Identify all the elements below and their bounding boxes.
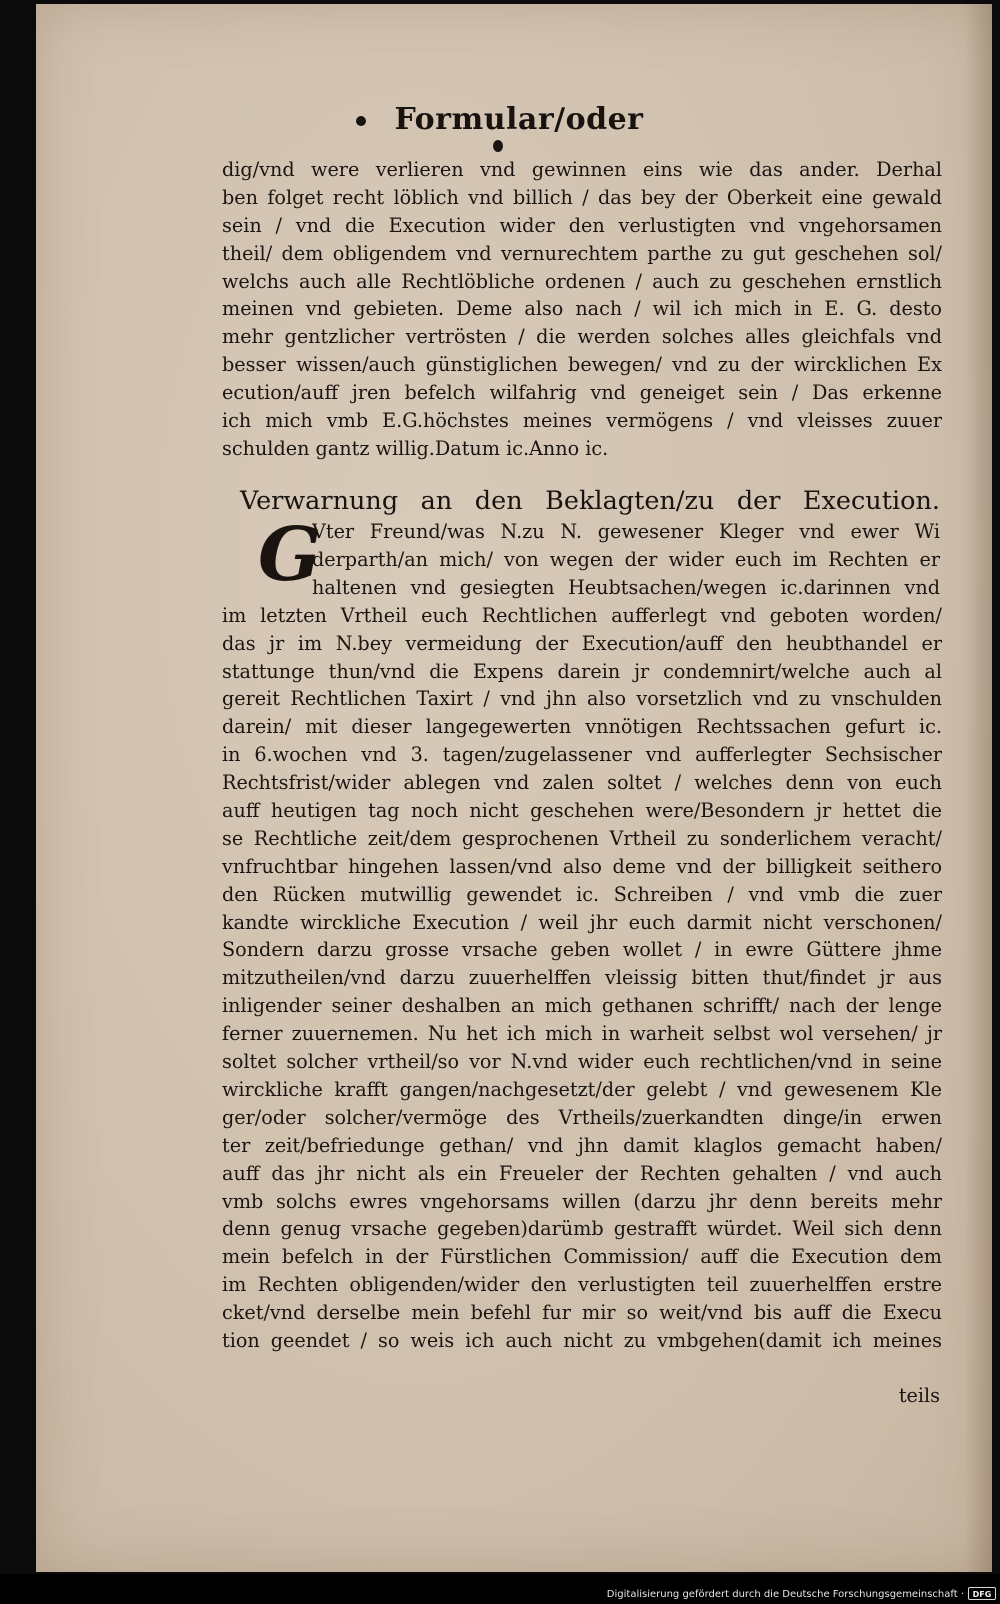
page-edge-shadow bbox=[964, 4, 992, 1572]
text-line: inligender seiner deshalben an mich gethanen schrifft/ nach der lenge bbox=[222, 994, 942, 1018]
drop-initial: G bbox=[258, 512, 322, 598]
text-line: schulden gantz willig.Datum ic.Anno ic. bbox=[222, 436, 609, 460]
text-line: den Rücken mutwillig gewendet ic. Schreiben / vnd vmb die zuer bbox=[222, 882, 942, 906]
paragraph-1 bbox=[222, 156, 942, 463]
footer-credit: Digitalisierung gefördert durch die Deutsche Forschungsgemeinschaft · bbox=[606, 1589, 964, 1600]
text-line: se Rechtliche zeit/dem gesprochenen Vrtheil zu sonderlichem veracht/ bbox=[222, 826, 942, 850]
text-line: soltet solcher vrtheil/so vor N.vnd wider euch rechtlichen/vnd in seine bbox=[222, 1050, 942, 1074]
section-heading: Verwarnung an den Beklagten/zu der Execution. bbox=[240, 486, 940, 516]
text-line: mein befelch in der Fürstlichen Commission/ auff die Execution dem bbox=[222, 1245, 942, 1269]
text-line: denn genug vrsache gegeben)darümb gestrafft würdet. Weil sich denn bbox=[222, 1217, 942, 1241]
running-head bbox=[0, 102, 1000, 137]
text-line: Sondern darzu grosse vrsache geben wollet / in ewre Güttere jhme bbox=[222, 938, 942, 962]
text-line: mitzutheilen/vnd darzu zuuerhelffen vleissig bitten thut/findet jr aus bbox=[222, 966, 942, 990]
text-line: wirckliche krafft gangen/nachgesetzt/der gelebt / vnd gewesenem Kle bbox=[222, 1077, 942, 1101]
text-line: besser wissen/auch günstiglichen bewegen/ vnd zu der wircklichen Ex bbox=[222, 353, 942, 377]
text-line: auff heutigen tag noch nicht geschehen were/Besondern jr hettet die bbox=[222, 799, 942, 823]
text-line: darein/ mit dieser langegewerten vnnötigen Rechtssachen gefurt ic. bbox=[222, 715, 942, 739]
text-line: das jr im N.bey vermeidung der Execution/auff den heubthandel er bbox=[222, 631, 942, 655]
ornament-dot-icon bbox=[356, 116, 366, 126]
text-line: tion geendet / so weis ich auch nicht zu vmbgehen(damit ich meines bbox=[222, 1328, 942, 1352]
text-line: Vter Freund/was N.zu N. gewesener Kleger vnd ewer Wi bbox=[312, 520, 940, 543]
running-head-text: Formular/oder bbox=[394, 102, 644, 137]
text-line: cket/vnd derselbe mein befehl fur mir so weit/vnd bis auff die Execu bbox=[222, 1301, 942, 1325]
text-line: vnfruchtbar hingehen lassen/vnd also deme vnd der billigkeit seithero bbox=[222, 854, 942, 878]
paragraph-2 bbox=[222, 602, 942, 1355]
text-line: ger/oder solcher/vermöge des Vrtheils/zuerkandten dinge/in erwen bbox=[222, 1105, 942, 1129]
text-line: gereit Rechtlichen Taxirt / vnd jhn also vorsetzlich vnd zu vnschulden bbox=[222, 687, 942, 711]
paragraph-2-indented bbox=[312, 518, 940, 602]
text-line: mehr gentzlicher vertrösten / die werden solches alles gleichfals vnd bbox=[222, 325, 942, 349]
text-line: dig/vnd were verlieren vnd gewinnen eins wie das ander. Derhal bbox=[222, 158, 942, 181]
text-line: in 6.wochen vnd 3. tagen/zugelassener vnd aufferlegter Sechsischer bbox=[222, 743, 942, 767]
text-line: ecution/auff jren befelch wilfahrig vnd geneiget sein / Das erkenne bbox=[222, 381, 942, 405]
text-line: vmb solchs ewres vngehorsams willen (darzu jhr denn bereits mehr bbox=[222, 1189, 942, 1213]
text-line: derparth/an mich/ von wegen der wider euch im Rechten er bbox=[312, 547, 940, 571]
catchword: teils bbox=[898, 1384, 940, 1407]
text-line: im letzten Vrtheil euch Rechtlichen aufferlegt vnd geboten worden/ bbox=[222, 603, 942, 627]
text-line: haltenen vnd gesiegten Heubtsachen/wegen ic.darinnen vnd bbox=[312, 575, 940, 599]
text-line: im Rechten obligenden/wider den verlustigten teil zuuerhelffen erstre bbox=[222, 1273, 942, 1297]
text-line: welchs auch alle Rechtlöbliche ordenen / auch zu geschehen ernstlich bbox=[222, 269, 942, 293]
text-line: ben folget recht löblich vnd billich / das bey der Oberkeit eine gewald bbox=[222, 185, 942, 209]
text-line: meinen vnd gebieten. Deme also nach / wil ich mich in E. G. desto bbox=[222, 297, 942, 321]
text-line: ferner zuuernemen. Nu het ich mich in warheit selbst wol versehen/ jr bbox=[222, 1022, 942, 1046]
ink-blot bbox=[493, 140, 503, 152]
text-line: kandte wirckliche Execution / weil jhr euch darmit nicht verschonen/ bbox=[222, 910, 942, 934]
text-line: stattunge thun/vnd die Expens darein jr condemnirt/welche auch al bbox=[222, 659, 942, 683]
text-line: sein / vnd die Execution wider den verlustigten vnd vngehorsamen bbox=[222, 213, 942, 237]
dfg-logo-icon: DFG bbox=[968, 1587, 996, 1600]
text-line: ich mich vmb E.G.höchstes meines vermögens / vnd vleisses zuuer bbox=[222, 409, 942, 433]
text-line: theil/ dem obligendem vnd vernurechtem parthe zu gut geschehen sol/ bbox=[222, 241, 942, 265]
text-line: ter zeit/befriedunge gethan/ vnd jhn damit klaglos gemacht haben/ bbox=[222, 1133, 942, 1157]
text-line: Rechtsfrist/wider ablegen vnd zalen soltet / welches denn von euch bbox=[222, 771, 942, 795]
text-line: auff das jhr nicht als ein Freueler der Rechten gehalten / vnd auch bbox=[222, 1161, 942, 1185]
